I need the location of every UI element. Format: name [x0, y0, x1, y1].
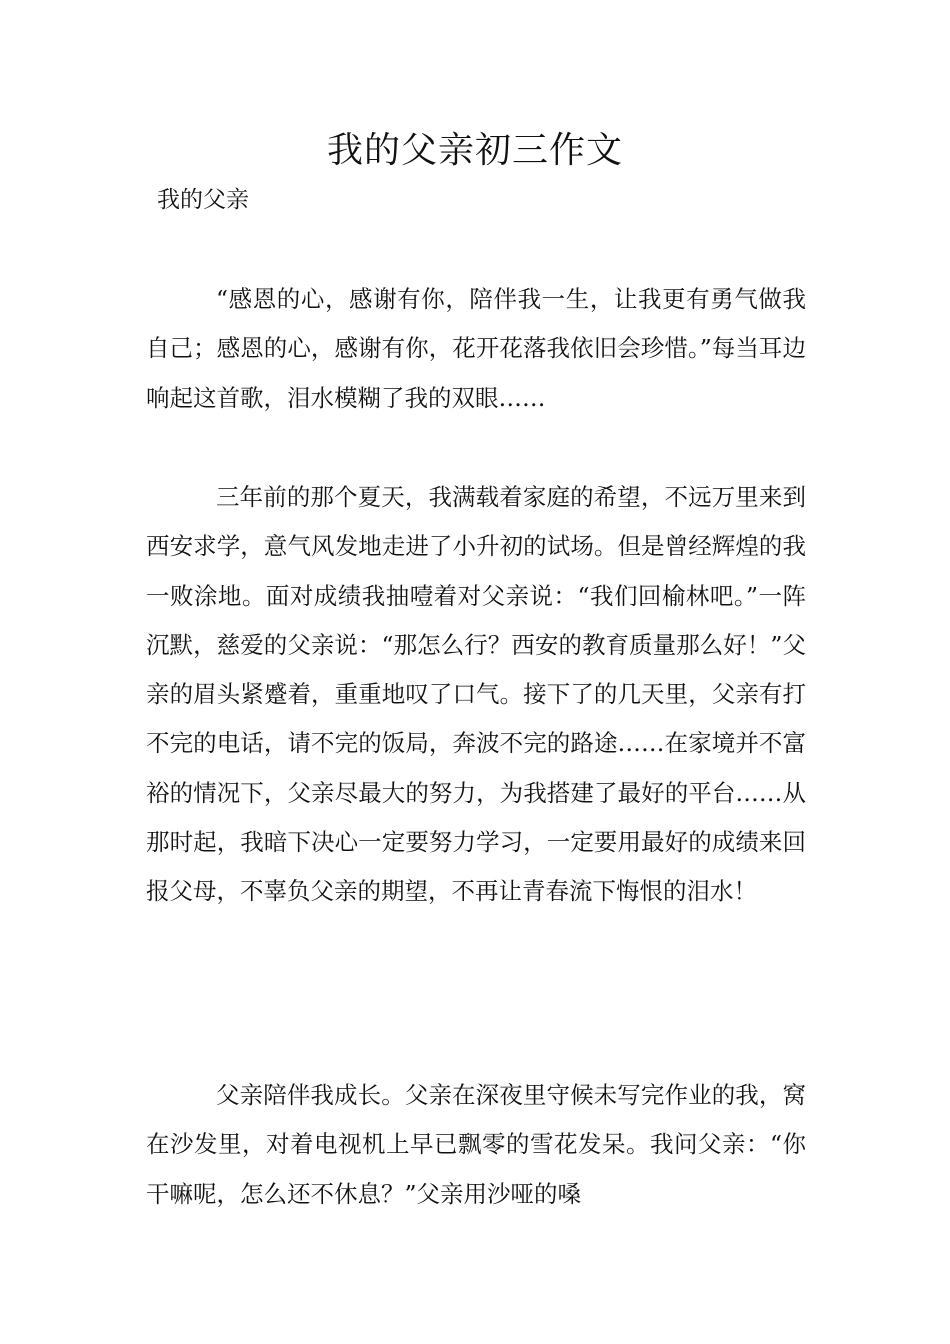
paragraph-3: 父亲陪伴我成长。父亲在深夜里守候未写完作业的我，窝在沙发里，对着电视机上早已飘零的雪花发呆。我问父亲：“你干嘛呢，怎么还不休息？”父亲用沙哑的嗓	[146, 1081, 806, 1208]
paragraph-1: “感恩的心，感谢有你，陪伴我一生，让我更有勇气做我自己；感恩的心，感谢有你，花开花落我依旧会珍惜。”每当耳边响起这首歌，泪水模糊了我的双眼……	[146, 285, 806, 412]
document-subtitle: 我的父亲	[157, 187, 249, 213]
paragraph-2: 三年前的那个夏天，我满载着家庭的希望，不远万里来到西安求学，意气风发地走进了小升初的试场。但是曾经辉煌的我一败涂地。面对成绩我抽噎着对父亲说：“我们回榆林吧。”一阵沉默，慈爱的父亲说：“那怎么行？西安的教育质量那么好！”父亲的眉头紧蹙着，重重地叹了口气。接下了的几天里，父亲有打不完的电话，请不完的饭局，奔波不完的路途……在家境并不富裕的情况下，父亲尽最大的努力，为我搭建了最好的平台……从那时起，我暗下决心一定要努力学习，一定要用最好的成绩来回报父母，不辜负父亲的期望，不再让青春流下悔恨的泪水！	[146, 483, 806, 906]
document-title: 我的父亲初三作文	[326, 130, 623, 171]
